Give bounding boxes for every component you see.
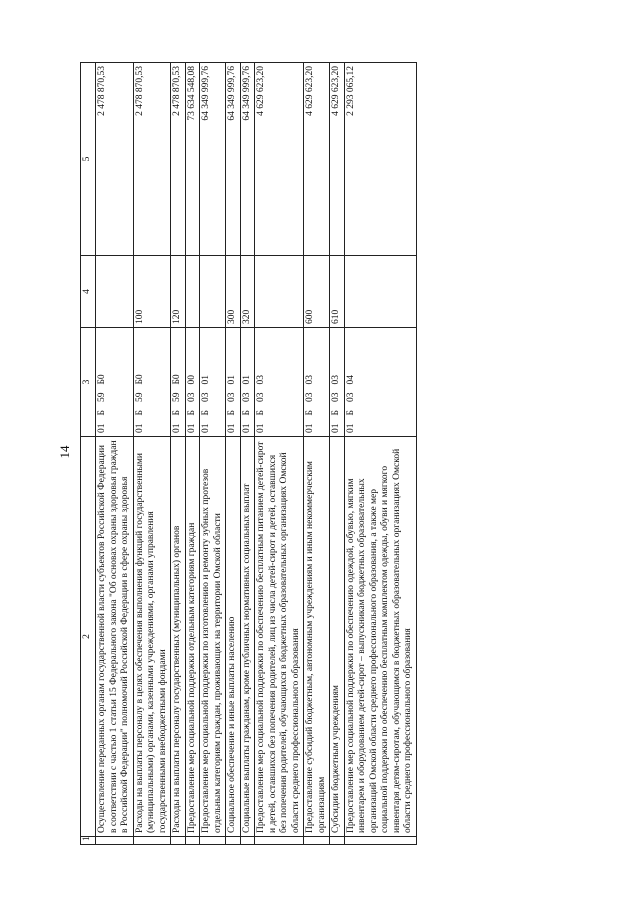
row-amount: 2 478 870,53 bbox=[171, 63, 186, 256]
table-row bbox=[96, 63, 134, 845]
code-part: Б bbox=[331, 410, 341, 416]
row-code bbox=[171, 328, 186, 437]
row-blank-cell bbox=[226, 837, 241, 845]
row-blank-cell bbox=[96, 837, 134, 845]
row-amount: 73 634 548,08 bbox=[185, 63, 200, 256]
code-part: Б bbox=[256, 410, 266, 416]
row-name: Предоставление мер социальной поддержки по обеспечению одеждой, обувью, мягким инвентарем и оборудованием детей-сирот – выпускникам бюджетных образовательных организаций Омской области среднего профессионального образования, а также мер социальной поддержки по обеспечению бесплатным комплектом одежды, обуви и мягкого инвентаря детям-сиротам, обучающимся в бюджетных образовательных организациях Омской области среднего профессионального образования bbox=[344, 437, 416, 837]
code-part: 03 bbox=[256, 375, 266, 385]
table-row bbox=[330, 63, 345, 845]
code-part: 04 bbox=[345, 375, 356, 385]
column-number: 3 bbox=[81, 328, 96, 437]
row-name: Расходы на выплаты персоналу в целях обеспечения выполнения функций государственными (муниципальными) органами, казенными учреждениями, органами управления государственными внебюджетными фондами bbox=[133, 437, 171, 837]
row-blank-cell bbox=[133, 837, 171, 845]
page-number: 14 bbox=[57, 445, 72, 459]
row-expense-type bbox=[255, 256, 304, 328]
code-part: 03 bbox=[201, 392, 211, 403]
table-row bbox=[171, 63, 186, 845]
row-code bbox=[240, 328, 255, 437]
code-part: Б bbox=[134, 410, 145, 416]
code-part: Б0 bbox=[97, 374, 107, 385]
row-amount: 64 349 999,76 bbox=[240, 63, 255, 256]
code-part: 01 bbox=[186, 423, 197, 433]
row-amount: 64 349 999,76 bbox=[226, 63, 241, 256]
code-part: Б bbox=[305, 410, 315, 416]
code-part: Б bbox=[241, 410, 252, 416]
column-number: 2 bbox=[81, 437, 96, 837]
code-part: 01 bbox=[172, 423, 182, 433]
code-part: 01 bbox=[134, 423, 145, 433]
code-part: 03 bbox=[345, 392, 356, 403]
code-part: 59 bbox=[172, 392, 182, 403]
row-expense-type: 610 bbox=[330, 256, 345, 328]
column-number-row bbox=[81, 63, 96, 845]
code-part: Б0 bbox=[134, 374, 145, 385]
table-row bbox=[240, 63, 255, 845]
code-part: 01 bbox=[241, 375, 252, 385]
code-part: 03 bbox=[227, 392, 237, 403]
code-part: 01 bbox=[345, 423, 356, 433]
row-expense-type bbox=[96, 256, 134, 328]
table-row bbox=[200, 63, 226, 845]
row-amount: 64 349 999,76 bbox=[200, 63, 226, 256]
row-amount: 2 293 065,12 bbox=[344, 63, 416, 256]
row-amount: 4 629 623,20 bbox=[304, 63, 330, 256]
code-part: Б bbox=[345, 410, 356, 416]
row-expense-type bbox=[344, 256, 416, 328]
row-blank-cell bbox=[200, 837, 226, 845]
code-part: 03 bbox=[331, 375, 341, 385]
row-name: Предоставление мер социальной поддержки по обеспечению бесплатным питанием детей-сирот и детей, оставшихся без попечения родителей, лиц из числа детей-сирот и детей, оставшихся без попечения родителей, обучающихся в бюджетных образовательных организациях Омской области среднего профессионального образования bbox=[255, 437, 304, 837]
code-part: Б bbox=[97, 410, 107, 416]
row-code bbox=[96, 328, 134, 437]
row-blank-cell bbox=[304, 837, 330, 845]
code-part: 59 bbox=[134, 392, 145, 403]
row-code bbox=[330, 328, 345, 437]
row-blank-cell bbox=[185, 837, 200, 845]
row-name: Субсидии бюджетным учреждениям bbox=[330, 437, 345, 837]
row-name: Предоставление мер социальной поддержки по изготовлению и ремонту зубных протезов отдельным категориям граждан, проживающих на территории Омской области bbox=[200, 437, 226, 837]
row-amount: 2 478 870,53 bbox=[96, 63, 134, 256]
row-code bbox=[133, 328, 171, 437]
row-expense-type: 300 bbox=[226, 256, 241, 328]
code-part: 01 bbox=[256, 423, 266, 433]
code-part: 03 bbox=[241, 392, 252, 403]
table-row bbox=[226, 63, 241, 845]
row-blank-cell bbox=[240, 837, 255, 845]
table-row bbox=[185, 63, 200, 845]
code-part: 03 bbox=[305, 375, 315, 385]
row-code bbox=[226, 328, 241, 437]
row-expense-type bbox=[200, 256, 226, 328]
code-part: Б bbox=[172, 410, 182, 416]
column-number: 1 bbox=[81, 837, 96, 845]
code-part: 59 bbox=[97, 392, 107, 403]
row-amount: 2 478 870,53 bbox=[133, 63, 171, 256]
row-blank-cell bbox=[330, 837, 345, 845]
code-part: 03 bbox=[256, 392, 266, 403]
row-amount: 4 629 623,20 bbox=[255, 63, 304, 256]
table-row bbox=[344, 63, 416, 845]
code-part: Б bbox=[186, 410, 197, 416]
row-name: Осуществление переданных органам государственной власти субъектов Российской Федерации в соответствии с частью 1 статьи 15 Федерального закона "Об основах охраны здоровья граждан в Российской Федерации" полномочий Российской Федерации в сфере охраны здоровья bbox=[96, 437, 134, 837]
code-part: Б0 bbox=[172, 374, 182, 385]
row-code bbox=[200, 328, 226, 437]
code-part: 01 bbox=[201, 375, 211, 385]
row-code bbox=[304, 328, 330, 437]
code-part: 01 bbox=[227, 375, 237, 385]
row-code bbox=[185, 328, 200, 437]
table-row bbox=[304, 63, 330, 845]
row-blank-cell bbox=[344, 837, 416, 845]
row-blank-cell bbox=[171, 837, 186, 845]
row-blank-cell bbox=[255, 837, 304, 845]
code-part: Б bbox=[227, 410, 237, 416]
row-code bbox=[255, 328, 304, 437]
row-amount: 4 629 623,20 bbox=[330, 63, 345, 256]
code-part: 01 bbox=[201, 423, 211, 433]
code-part: 01 bbox=[97, 423, 107, 433]
table-row bbox=[255, 63, 304, 845]
row-expense-type: 100 bbox=[133, 256, 171, 328]
code-part: 01 bbox=[227, 423, 237, 433]
row-expense-type: 600 bbox=[304, 256, 330, 328]
rotated-page-content bbox=[80, 63, 560, 845]
code-part: Б bbox=[201, 410, 211, 416]
code-part: 00 bbox=[186, 375, 197, 385]
column-number: 4 bbox=[81, 256, 96, 328]
code-part: 01 bbox=[305, 423, 315, 433]
row-expense-type: 320 bbox=[240, 256, 255, 328]
row-name: Предоставление мер социальной поддержки отдельным категориям граждан bbox=[185, 437, 200, 837]
row-name: Социальное обеспечение и иные выплаты населению bbox=[226, 437, 241, 837]
code-part: 03 bbox=[331, 392, 341, 403]
row-name: Предоставление субсидий бюджетным, автономным учреждениям и иным некоммерческим организациям bbox=[304, 437, 330, 837]
row-name: Расходы на выплаты персоналу государственных (муниципальных) органов bbox=[171, 437, 186, 837]
budget-table bbox=[80, 62, 417, 845]
row-name: Социальные выплаты гражданам, кроме публичных нормативных социальных выплат bbox=[240, 437, 255, 837]
row-code bbox=[344, 328, 416, 437]
code-part: 03 bbox=[186, 392, 197, 403]
row-expense-type bbox=[185, 256, 200, 328]
column-number: 5 bbox=[81, 63, 96, 256]
code-part: 01 bbox=[241, 423, 252, 433]
code-part: 03 bbox=[305, 392, 315, 403]
table-row bbox=[133, 63, 171, 845]
row-expense-type: 120 bbox=[171, 256, 186, 328]
code-part: 01 bbox=[331, 423, 341, 433]
